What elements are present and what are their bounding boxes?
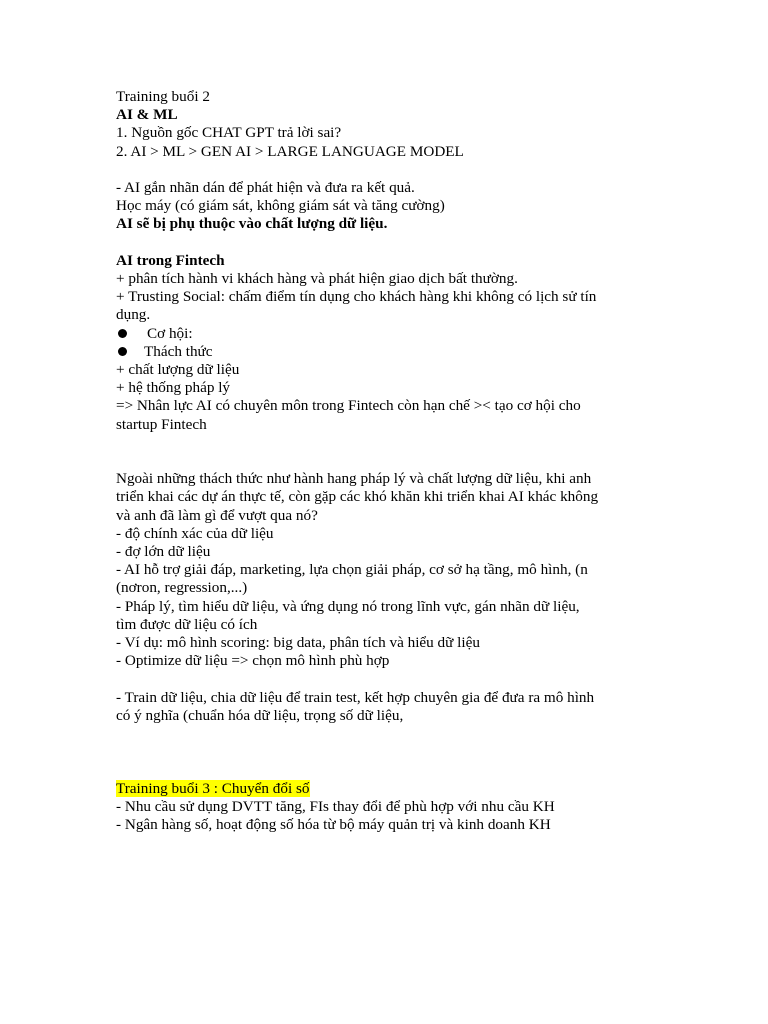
- ai-ml-heading: AI & ML: [116, 106, 178, 124]
- blank-line: [116, 725, 656, 743]
- paragraph-line: + chất lượng dữ liệu: [116, 361, 240, 379]
- bullet-icon: [118, 329, 127, 338]
- bullet-label: Thách thức: [144, 342, 213, 360]
- document-body: [116, 88, 656, 834]
- paragraph-line: + hệ thống pháp lý: [116, 379, 231, 397]
- paragraph-line: - Ngân hàng số, hoạt động số hóa từ bộ máy quản trị và kinh doanh KH: [116, 816, 551, 833]
- session-3-title-line: [116, 780, 656, 798]
- session-2-title: Training buổi 2: [116, 88, 210, 105]
- paragraph-line: - Ví dụ: mô hình scoring: big data, phân tích và hiểu dữ liệu: [116, 634, 480, 652]
- bullet-label: Cơ hội:: [147, 324, 193, 342]
- bullet-item-opportunity: [116, 325, 656, 343]
- paragraph-line: - đợ lớn dữ liệu: [116, 543, 211, 561]
- blank-line: [116, 761, 656, 779]
- paragraph-line: Học máy (có giám sát, không giám sát và tăng cường): [116, 197, 445, 215]
- paragraph-line: + Trusting Social: chấm điểm tín dụng cho khách hàng khi không có lịch sử tín: [116, 288, 597, 306]
- paragraph-line: - Pháp lý, tìm hiểu dữ liệu, và ứng dụng nó trong lĩnh vực, gán nhãn dữ liệu,: [116, 597, 580, 615]
- paragraph-line: - độ chính xác của dữ liệu: [116, 524, 274, 542]
- paragraph-line: có ý nghĩa (chuẩn hóa dữ liệu, trọng số dữ liệu,: [116, 706, 404, 724]
- blank-line: [116, 452, 656, 470]
- paragraph-line: Ngoài những thách thức như hành hang pháp lý và chất lượng dữ liệu, khi anh: [116, 470, 592, 488]
- paragraph-line: và anh đã làm gì để vượt qua nó?: [116, 506, 318, 524]
- list-item: 1. Nguồn gốc CHAT GPT trả lời sai?: [116, 124, 342, 142]
- paragraph-line: - Train dữ liệu, chia dữ liệu để train test, kết hợp chuyên gia để đưa ra mô hình: [116, 688, 595, 706]
- paragraph-line: dụng.: [116, 306, 151, 324]
- blank-line: [116, 743, 656, 761]
- fintech-heading: AI trong Fintech: [116, 251, 225, 269]
- paragraph-line: + phân tích hành vi khách hàng và phát hiện giao dịch bất thường.: [116, 270, 518, 287]
- bullet-item-challenge: [116, 343, 656, 361]
- paragraph-line: startup Fintech: [116, 415, 207, 433]
- paragraph-line: triển khai các dự án thực tế, còn gặp các khó khăn khi triển khai AI khác không: [116, 488, 599, 506]
- paragraph-line: tìm được dữ liệu có ích: [116, 615, 258, 633]
- paragraph-line: => Nhân lực AI có chuyên môn trong Fintech còn hạn chế >< tạo cơ hội cho: [116, 397, 581, 415]
- paragraph-line: - AI gắn nhãn dán để phát hiện và đưa ra kết quả.: [116, 179, 415, 196]
- blank-line: [116, 234, 656, 252]
- bullet-icon: [118, 347, 127, 356]
- blank-line: [116, 161, 656, 179]
- paragraph-line: - Optimize dữ liệu => chọn mô hình phù hợp: [116, 652, 390, 670]
- blank-line: [116, 434, 656, 452]
- session-3-title: Training buổi 3 : Chuyển đổi số: [116, 779, 310, 797]
- paragraph-line: (nơron, regression,...): [116, 579, 248, 597]
- blank-line: [116, 670, 656, 688]
- list-item: 2. AI > ML > GEN AI > LARGE LANGUAGE MODEL: [116, 142, 464, 160]
- paragraph-line: - AI hỗ trợ giải đáp, marketing, lựa chọn giải pháp, cơ sở hạ tầng, mô hình, (n: [116, 561, 588, 579]
- dependency-statement: AI sẽ bị phụ thuộc vào chất lượng dữ liệu.: [116, 215, 388, 233]
- paragraph-line: - Nhu cầu sử dụng DVTT tăng, FIs thay đổi để phù hợp với nhu cầu KH: [116, 797, 555, 815]
